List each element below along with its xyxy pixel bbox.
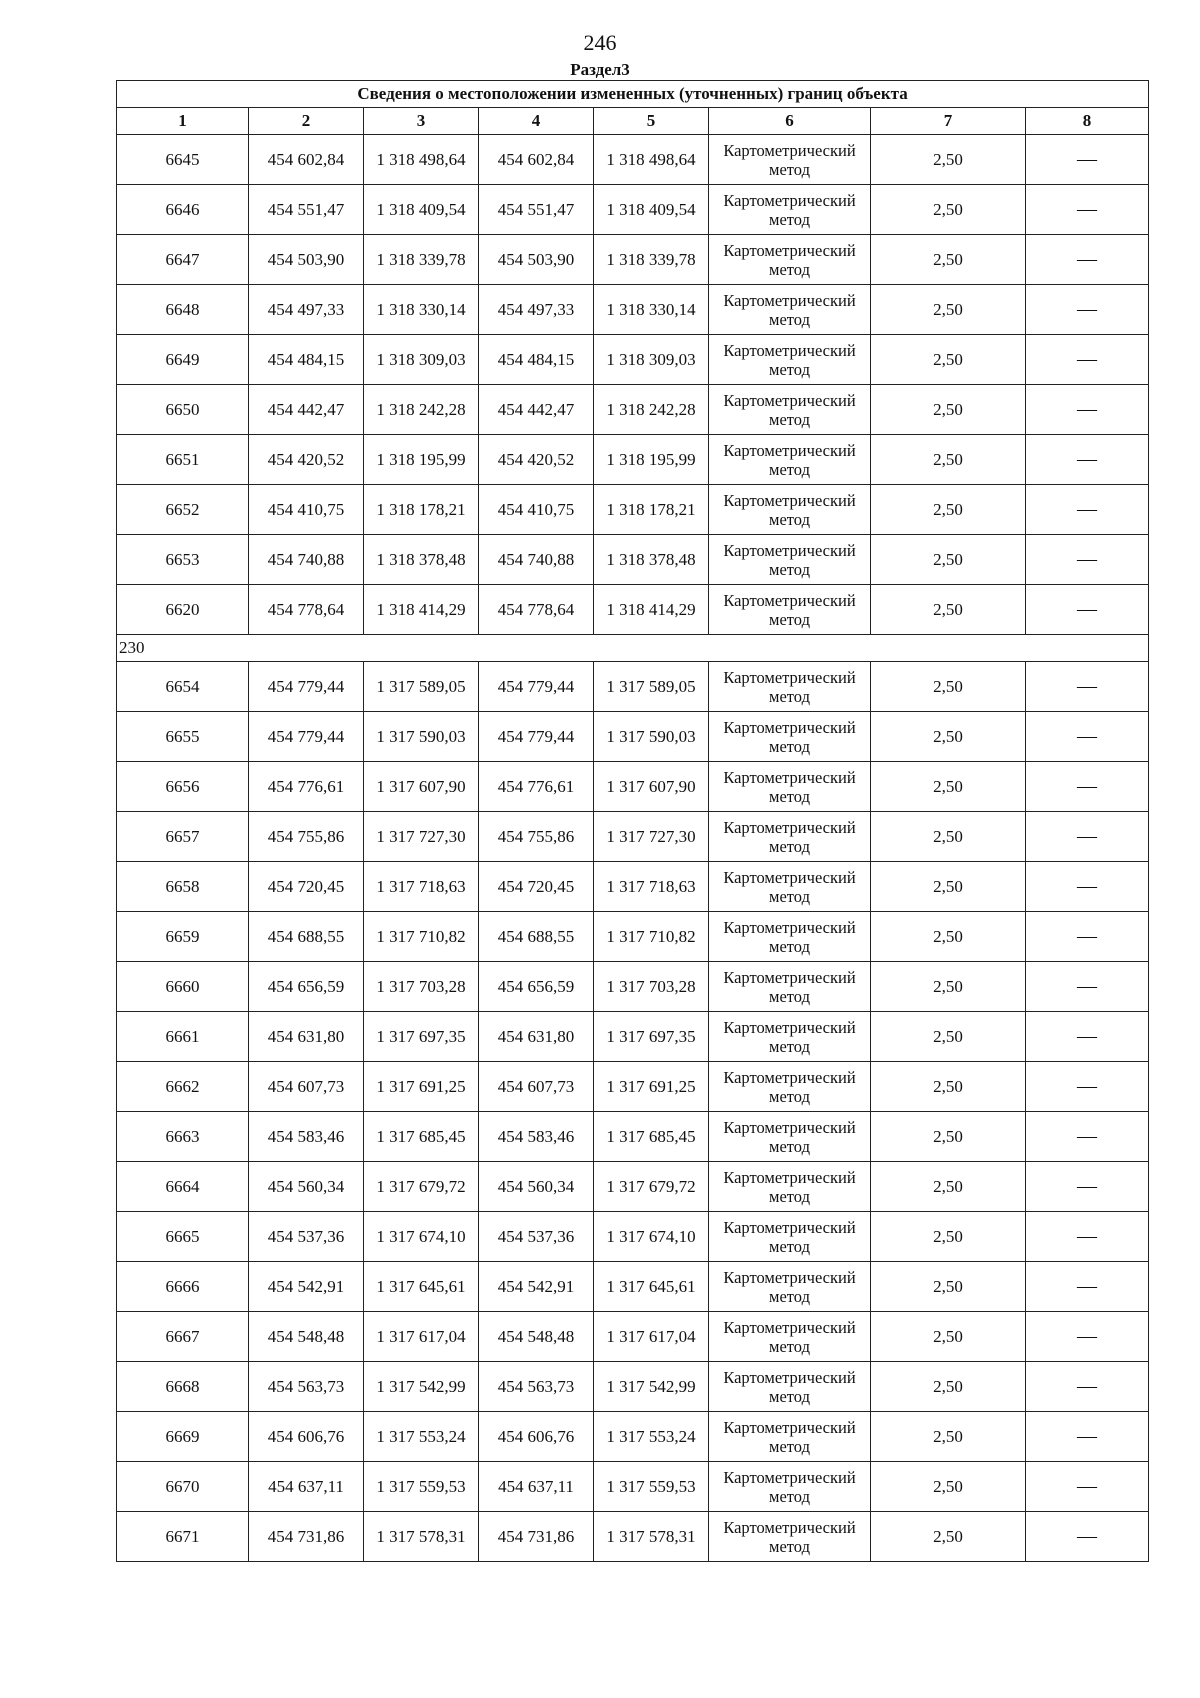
table-row xyxy=(117,1412,1149,1462)
y-old-cell: 1 318 378,48 xyxy=(364,535,479,585)
description-cell: — xyxy=(1026,1212,1149,1262)
method-cell: Картометрический метод xyxy=(709,385,871,435)
y-old-cell: 1 317 718,63 xyxy=(364,862,479,912)
y-new-cell: 1 317 685,45 xyxy=(594,1112,709,1162)
method-cell: Картометрический метод xyxy=(709,1362,871,1412)
x-new-cell: 454 607,73 xyxy=(479,1062,594,1112)
description-cell: — xyxy=(1026,135,1149,185)
table-row xyxy=(117,235,1149,285)
y-new-cell: 1 317 607,90 xyxy=(594,762,709,812)
point-number-cell: 6655 xyxy=(117,712,249,762)
table-row xyxy=(117,812,1149,862)
table-row xyxy=(117,1112,1149,1162)
accuracy-cell: 2,50 xyxy=(871,762,1026,812)
x-old-cell: 454 503,90 xyxy=(249,235,364,285)
description-cell: — xyxy=(1026,812,1149,862)
x-old-cell: 454 560,34 xyxy=(249,1162,364,1212)
y-old-cell: 1 317 679,72 xyxy=(364,1162,479,1212)
accuracy-cell: 2,50 xyxy=(871,1012,1026,1062)
point-number-cell: 6649 xyxy=(117,335,249,385)
x-new-cell: 454 779,44 xyxy=(479,662,594,712)
method-cell: Картометрический метод xyxy=(709,535,871,585)
accuracy-cell: 2,50 xyxy=(871,385,1026,435)
description-cell: — xyxy=(1026,335,1149,385)
accuracy-cell: 2,50 xyxy=(871,1112,1026,1162)
y-new-cell: 1 318 498,64 xyxy=(594,135,709,185)
x-new-cell: 454 583,46 xyxy=(479,1112,594,1162)
x-new-cell: 454 776,61 xyxy=(479,762,594,812)
x-new-cell: 454 731,86 xyxy=(479,1512,594,1562)
point-number-cell: 6662 xyxy=(117,1062,249,1112)
accuracy-cell: 2,50 xyxy=(871,912,1026,962)
point-number-cell: 6670 xyxy=(117,1462,249,1512)
point-number-cell: 6668 xyxy=(117,1362,249,1412)
x-old-cell: 454 497,33 xyxy=(249,285,364,335)
column-header-row xyxy=(117,108,1149,135)
table-row xyxy=(117,1162,1149,1212)
accuracy-cell: 2,50 xyxy=(871,1162,1026,1212)
y-new-cell: 1 317 679,72 xyxy=(594,1162,709,1212)
x-new-cell: 454 740,88 xyxy=(479,535,594,585)
y-old-cell: 1 318 309,03 xyxy=(364,335,479,385)
y-old-cell: 1 317 578,31 xyxy=(364,1512,479,1562)
x-new-cell: 454 542,91 xyxy=(479,1262,594,1312)
accuracy-cell: 2,50 xyxy=(871,535,1026,585)
point-number-cell: 6661 xyxy=(117,1012,249,1062)
accuracy-cell: 2,50 xyxy=(871,1362,1026,1412)
point-number-cell: 6654 xyxy=(117,662,249,712)
y-new-cell: 1 317 691,25 xyxy=(594,1062,709,1112)
accuracy-cell: 2,50 xyxy=(871,662,1026,712)
y-old-cell: 1 317 710,82 xyxy=(364,912,479,962)
point-number-cell: 6652 xyxy=(117,485,249,535)
y-old-cell: 1 318 195,99 xyxy=(364,435,479,485)
accuracy-cell: 2,50 xyxy=(871,1212,1026,1262)
accuracy-cell: 2,50 xyxy=(871,812,1026,862)
y-new-cell: 1 318 309,03 xyxy=(594,335,709,385)
description-cell: — xyxy=(1026,1362,1149,1412)
y-new-cell: 1 318 339,78 xyxy=(594,235,709,285)
table-row xyxy=(117,1312,1149,1362)
description-cell: — xyxy=(1026,185,1149,235)
y-new-cell: 1 318 178,21 xyxy=(594,485,709,535)
method-cell: Картометрический метод xyxy=(709,1412,871,1462)
method-cell: Картометрический метод xyxy=(709,1062,871,1112)
point-number-cell: 6648 xyxy=(117,285,249,335)
accuracy-cell: 2,50 xyxy=(871,712,1026,762)
x-old-cell: 454 731,86 xyxy=(249,1512,364,1562)
table-row xyxy=(117,1062,1149,1112)
table-row xyxy=(117,435,1149,485)
table-body xyxy=(117,135,1149,1562)
table-row xyxy=(117,1012,1149,1062)
x-old-cell: 454 740,88 xyxy=(249,535,364,585)
method-cell: Картометрический метод xyxy=(709,485,871,535)
accuracy-cell: 2,50 xyxy=(871,1512,1026,1562)
x-new-cell: 454 497,33 xyxy=(479,285,594,335)
accuracy-cell: 2,50 xyxy=(871,235,1026,285)
column-header: 3 xyxy=(364,108,479,135)
table-row xyxy=(117,1362,1149,1412)
x-old-cell: 454 779,44 xyxy=(249,712,364,762)
x-old-cell: 454 442,47 xyxy=(249,385,364,435)
accuracy-cell: 2,50 xyxy=(871,435,1026,485)
x-old-cell: 454 720,45 xyxy=(249,862,364,912)
method-cell: Картометрический метод xyxy=(709,962,871,1012)
y-old-cell: 1 317 697,35 xyxy=(364,1012,479,1062)
column-header: 8 xyxy=(1026,108,1149,135)
method-cell: Картометрический метод xyxy=(709,585,871,635)
x-new-cell: 454 606,76 xyxy=(479,1412,594,1462)
y-old-cell: 1 317 674,10 xyxy=(364,1212,479,1262)
accuracy-cell: 2,50 xyxy=(871,335,1026,385)
point-number-cell: 6620 xyxy=(117,585,249,635)
description-cell: — xyxy=(1026,962,1149,1012)
y-old-cell: 1 317 685,45 xyxy=(364,1112,479,1162)
method-cell: Картометрический метод xyxy=(709,1512,871,1562)
x-old-cell: 454 410,75 xyxy=(249,485,364,535)
method-cell: Картометрический метод xyxy=(709,1212,871,1262)
y-new-cell: 1 317 697,35 xyxy=(594,1012,709,1062)
y-new-cell: 1 317 727,30 xyxy=(594,812,709,862)
x-old-cell: 454 637,11 xyxy=(249,1462,364,1512)
point-number-cell: 6667 xyxy=(117,1312,249,1362)
x-new-cell: 454 637,11 xyxy=(479,1462,594,1512)
y-old-cell: 1 317 590,03 xyxy=(364,712,479,762)
page-number: 246 xyxy=(583,30,617,55)
accuracy-cell: 2,50 xyxy=(871,962,1026,1012)
y-new-cell: 1 317 703,28 xyxy=(594,962,709,1012)
x-old-cell: 454 606,76 xyxy=(249,1412,364,1462)
table-row xyxy=(117,1262,1149,1312)
description-cell: — xyxy=(1026,1012,1149,1062)
x-old-cell: 454 631,80 xyxy=(249,1012,364,1062)
column-header: 7 xyxy=(871,108,1026,135)
table-row xyxy=(117,335,1149,385)
description-cell: — xyxy=(1026,862,1149,912)
x-new-cell: 454 688,55 xyxy=(479,912,594,962)
table-row xyxy=(117,762,1149,812)
method-cell: Картометрический метод xyxy=(709,912,871,962)
x-new-cell: 454 410,75 xyxy=(479,485,594,535)
y-old-cell: 1 318 330,14 xyxy=(364,285,479,335)
accuracy-cell: 2,50 xyxy=(871,285,1026,335)
description-cell: — xyxy=(1026,285,1149,335)
y-old-cell: 1 317 553,24 xyxy=(364,1412,479,1462)
x-old-cell: 454 537,36 xyxy=(249,1212,364,1262)
table-row xyxy=(117,585,1149,635)
description-cell: — xyxy=(1026,1512,1149,1562)
accuracy-cell: 2,50 xyxy=(871,862,1026,912)
description-cell: — xyxy=(1026,535,1149,585)
table-row xyxy=(117,135,1149,185)
description-cell: — xyxy=(1026,585,1149,635)
accuracy-cell: 2,50 xyxy=(871,1412,1026,1462)
x-old-cell: 454 778,64 xyxy=(249,585,364,635)
table-row xyxy=(117,385,1149,435)
table-caption: Сведения о местоположении измененных (уточненных) границ объекта xyxy=(117,81,1149,108)
description-cell: — xyxy=(1026,912,1149,962)
description-cell: — xyxy=(1026,1112,1149,1162)
x-old-cell: 454 551,47 xyxy=(249,185,364,235)
point-number-cell: 6660 xyxy=(117,962,249,1012)
x-new-cell: 454 778,64 xyxy=(479,585,594,635)
y-old-cell: 1 317 703,28 xyxy=(364,962,479,1012)
y-old-cell: 1 318 178,21 xyxy=(364,485,479,535)
point-number-cell: 6653 xyxy=(117,535,249,585)
point-number-cell: 6658 xyxy=(117,862,249,912)
point-number-cell: 6646 xyxy=(117,185,249,235)
y-old-cell: 1 317 607,90 xyxy=(364,762,479,812)
group-label: 230 xyxy=(117,635,1149,662)
table-row xyxy=(117,185,1149,235)
x-old-cell: 454 688,55 xyxy=(249,912,364,962)
point-number-cell: 6671 xyxy=(117,1512,249,1562)
x-new-cell: 454 656,59 xyxy=(479,962,594,1012)
table-row xyxy=(117,535,1149,585)
x-old-cell: 454 420,52 xyxy=(249,435,364,485)
y-old-cell: 1 318 242,28 xyxy=(364,385,479,435)
y-new-cell: 1 318 195,99 xyxy=(594,435,709,485)
accuracy-cell: 2,50 xyxy=(871,1312,1026,1362)
description-cell: — xyxy=(1026,485,1149,535)
x-old-cell: 454 548,48 xyxy=(249,1312,364,1362)
y-old-cell: 1 318 414,29 xyxy=(364,585,479,635)
y-old-cell: 1 317 691,25 xyxy=(364,1062,479,1112)
y-new-cell: 1 318 409,54 xyxy=(594,185,709,235)
x-old-cell: 454 607,73 xyxy=(249,1062,364,1112)
point-number-cell: 6664 xyxy=(117,1162,249,1212)
description-cell: — xyxy=(1026,385,1149,435)
x-old-cell: 454 542,91 xyxy=(249,1262,364,1312)
method-cell: Картометрический метод xyxy=(709,185,871,235)
method-cell: Картометрический метод xyxy=(709,762,871,812)
description-cell: — xyxy=(1026,1062,1149,1112)
method-cell: Картометрический метод xyxy=(709,862,871,912)
method-cell: Картометрический метод xyxy=(709,285,871,335)
x-new-cell: 454 560,34 xyxy=(479,1162,594,1212)
x-old-cell: 454 779,44 xyxy=(249,662,364,712)
point-number-cell: 6663 xyxy=(117,1112,249,1162)
table-row xyxy=(117,485,1149,535)
table-row xyxy=(117,285,1149,335)
x-new-cell: 454 779,44 xyxy=(479,712,594,762)
y-new-cell: 1 317 617,04 xyxy=(594,1312,709,1362)
method-cell: Картометрический метод xyxy=(709,235,871,285)
point-number-cell: 6656 xyxy=(117,762,249,812)
description-cell: — xyxy=(1026,435,1149,485)
y-new-cell: 1 317 542,99 xyxy=(594,1362,709,1412)
method-cell: Картометрический метод xyxy=(709,1162,871,1212)
y-new-cell: 1 317 645,61 xyxy=(594,1262,709,1312)
method-cell: Картометрический метод xyxy=(709,1112,871,1162)
y-new-cell: 1 318 378,48 xyxy=(594,535,709,585)
column-header: 6 xyxy=(709,108,871,135)
x-new-cell: 454 551,47 xyxy=(479,185,594,235)
y-old-cell: 1 317 645,61 xyxy=(364,1262,479,1312)
y-new-cell: 1 317 710,82 xyxy=(594,912,709,962)
y-new-cell: 1 318 242,28 xyxy=(594,385,709,435)
method-cell: Картометрический метод xyxy=(709,812,871,862)
x-new-cell: 454 602,84 xyxy=(479,135,594,185)
y-old-cell: 1 317 542,99 xyxy=(364,1362,479,1412)
description-cell: — xyxy=(1026,1462,1149,1512)
column-header: 4 xyxy=(479,108,594,135)
description-cell: — xyxy=(1026,1262,1149,1312)
x-new-cell: 454 563,73 xyxy=(479,1362,594,1412)
x-old-cell: 454 563,73 xyxy=(249,1362,364,1412)
y-old-cell: 1 318 409,54 xyxy=(364,185,479,235)
accuracy-cell: 2,50 xyxy=(871,185,1026,235)
point-number-cell: 6659 xyxy=(117,912,249,962)
table-row xyxy=(117,962,1149,1012)
section-title: Раздел3 xyxy=(570,60,630,79)
group-row xyxy=(117,635,1149,662)
y-new-cell: 1 317 590,03 xyxy=(594,712,709,762)
y-new-cell: 1 317 559,53 xyxy=(594,1462,709,1512)
y-new-cell: 1 317 553,24 xyxy=(594,1412,709,1462)
table-row xyxy=(117,1512,1149,1562)
table-row xyxy=(117,1212,1149,1262)
accuracy-cell: 2,50 xyxy=(871,1062,1026,1112)
point-number-cell: 6657 xyxy=(117,812,249,862)
description-cell: — xyxy=(1026,1162,1149,1212)
accuracy-cell: 2,50 xyxy=(871,1262,1026,1312)
x-old-cell: 454 583,46 xyxy=(249,1112,364,1162)
column-header: 2 xyxy=(249,108,364,135)
y-new-cell: 1 317 718,63 xyxy=(594,862,709,912)
x-new-cell: 454 537,36 xyxy=(479,1212,594,1262)
x-old-cell: 454 484,15 xyxy=(249,335,364,385)
method-cell: Картометрический метод xyxy=(709,1262,871,1312)
y-old-cell: 1 317 617,04 xyxy=(364,1312,479,1362)
x-old-cell: 454 755,86 xyxy=(249,812,364,862)
method-cell: Картометрический метод xyxy=(709,662,871,712)
point-number-cell: 6666 xyxy=(117,1262,249,1312)
y-new-cell: 1 317 589,05 xyxy=(594,662,709,712)
x-old-cell: 454 776,61 xyxy=(249,762,364,812)
accuracy-cell: 2,50 xyxy=(871,1462,1026,1512)
y-old-cell: 1 318 498,64 xyxy=(364,135,479,185)
description-cell: — xyxy=(1026,762,1149,812)
method-cell: Картометрический метод xyxy=(709,1012,871,1062)
description-cell: — xyxy=(1026,712,1149,762)
x-old-cell: 454 656,59 xyxy=(249,962,364,1012)
column-header: 5 xyxy=(594,108,709,135)
table-caption-row xyxy=(117,81,1149,108)
y-new-cell: 1 317 578,31 xyxy=(594,1512,709,1562)
point-number-cell: 6651 xyxy=(117,435,249,485)
point-number-cell: 6647 xyxy=(117,235,249,285)
method-cell: Картометрический метод xyxy=(709,335,871,385)
column-header: 1 xyxy=(117,108,249,135)
y-old-cell: 1 317 727,30 xyxy=(364,812,479,862)
coordinates-table xyxy=(116,80,1149,1562)
point-number-cell: 6665 xyxy=(117,1212,249,1262)
point-number-cell: 6669 xyxy=(117,1412,249,1462)
table-row xyxy=(117,862,1149,912)
method-cell: Картометрический метод xyxy=(709,435,871,485)
y-new-cell: 1 317 674,10 xyxy=(594,1212,709,1262)
description-cell: — xyxy=(1026,1412,1149,1462)
x-new-cell: 454 503,90 xyxy=(479,235,594,285)
x-new-cell: 454 484,15 xyxy=(479,335,594,385)
x-new-cell: 454 755,86 xyxy=(479,812,594,862)
x-new-cell: 454 442,47 xyxy=(479,385,594,435)
point-number-cell: 6650 xyxy=(117,385,249,435)
table-row xyxy=(117,1462,1149,1512)
x-new-cell: 454 420,52 xyxy=(479,435,594,485)
description-cell: — xyxy=(1026,235,1149,285)
table-row xyxy=(117,912,1149,962)
method-cell: Картометрический метод xyxy=(709,135,871,185)
point-number-cell: 6645 xyxy=(117,135,249,185)
y-old-cell: 1 317 559,53 xyxy=(364,1462,479,1512)
table-row xyxy=(117,712,1149,762)
accuracy-cell: 2,50 xyxy=(871,485,1026,535)
description-cell: — xyxy=(1026,662,1149,712)
y-new-cell: 1 318 414,29 xyxy=(594,585,709,635)
y-old-cell: 1 317 589,05 xyxy=(364,662,479,712)
x-new-cell: 454 548,48 xyxy=(479,1312,594,1362)
description-cell: — xyxy=(1026,1312,1149,1362)
x-old-cell: 454 602,84 xyxy=(249,135,364,185)
table-row xyxy=(117,662,1149,712)
x-new-cell: 454 720,45 xyxy=(479,862,594,912)
y-old-cell: 1 318 339,78 xyxy=(364,235,479,285)
y-new-cell: 1 318 330,14 xyxy=(594,285,709,335)
x-new-cell: 454 631,80 xyxy=(479,1012,594,1062)
method-cell: Картометрический метод xyxy=(709,1462,871,1512)
accuracy-cell: 2,50 xyxy=(871,135,1026,185)
accuracy-cell: 2,50 xyxy=(871,585,1026,635)
method-cell: Картометрический метод xyxy=(709,712,871,762)
method-cell: Картометрический метод xyxy=(709,1312,871,1362)
